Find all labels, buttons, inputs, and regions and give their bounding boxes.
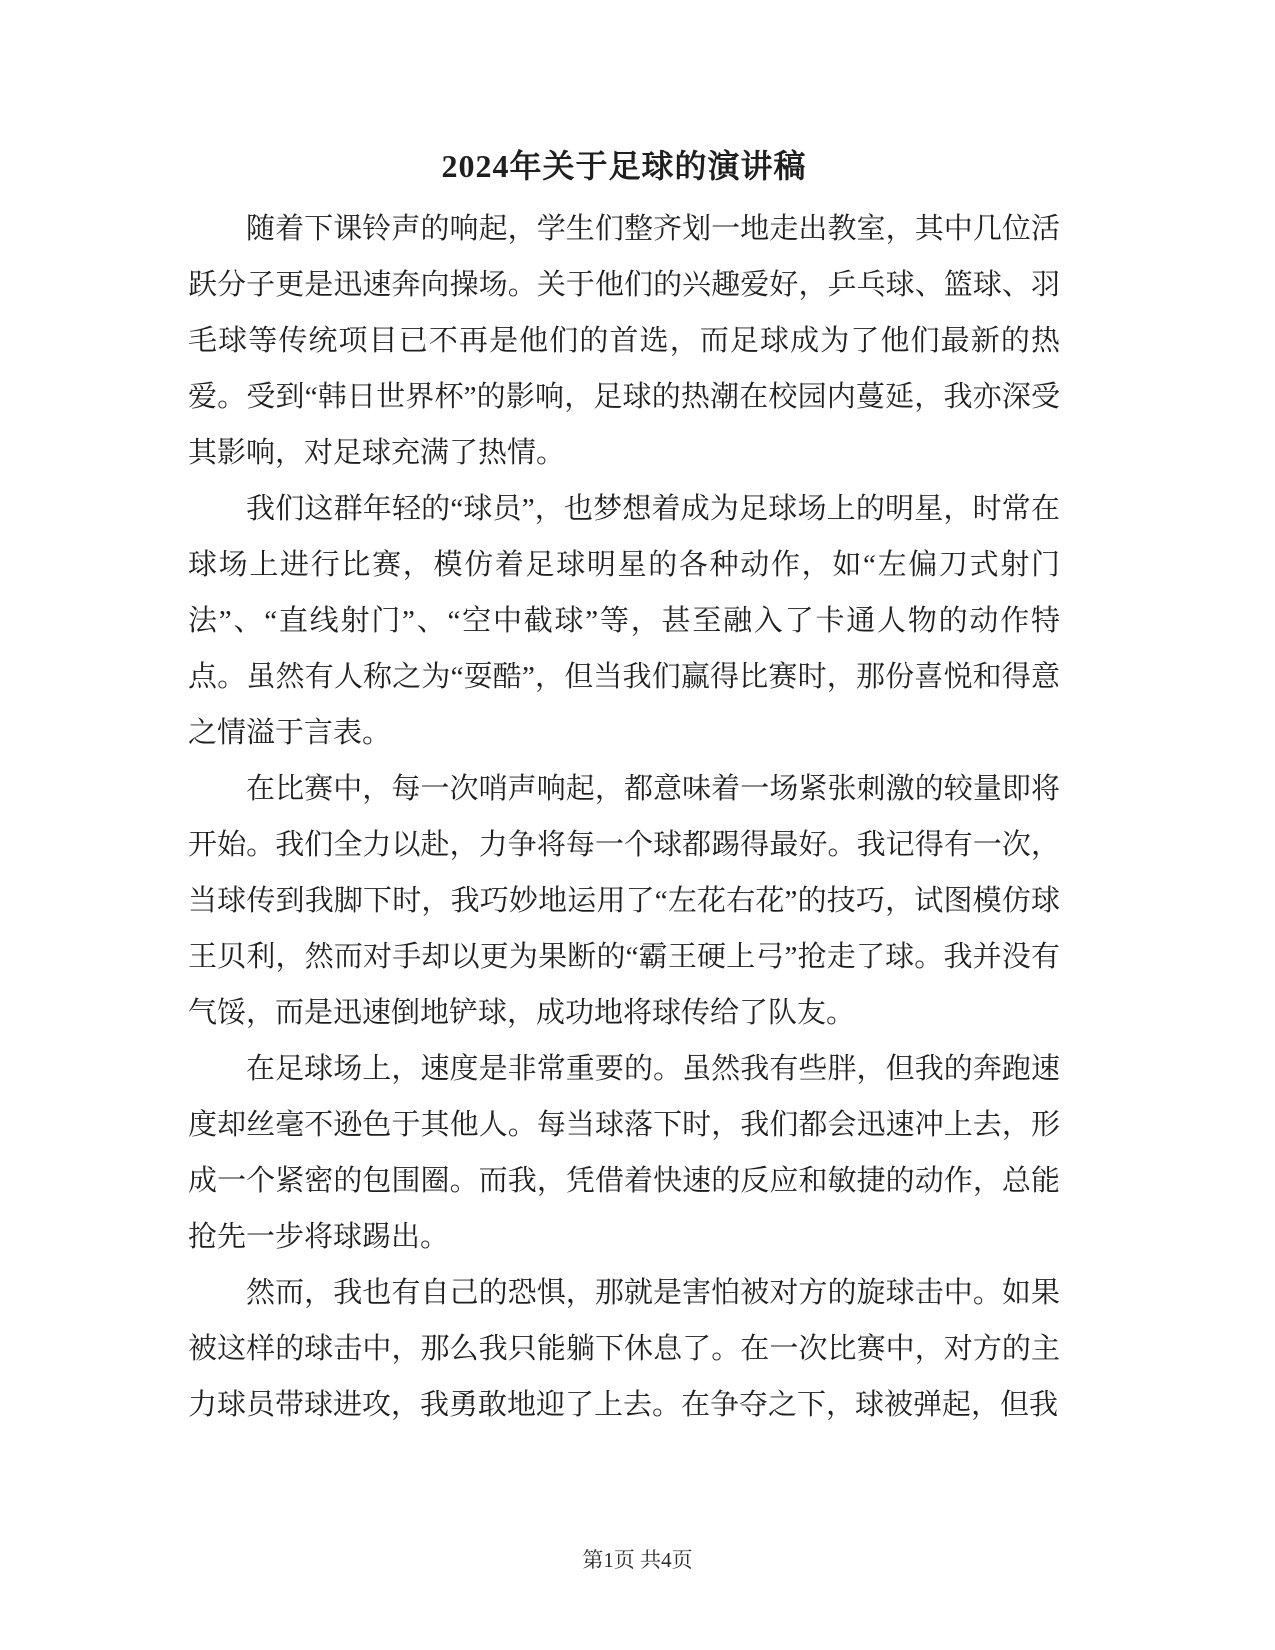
page-number-label: 第1页 共4页: [582, 1548, 693, 1572]
document-title: 2024年关于足球的演讲稿: [441, 148, 807, 184]
page-footer: [0, 1546, 1275, 1574]
paragraph-3: 在比赛中，每一次哨声响起，都意味着一场紧张刺激的较量即将开始。我们全力以赴，力争将每一个球都踢得最好。我记得有一次，当球传到我脚下时，我巧妙地运用了“左花右花”的技巧，试图模仿球王贝利，然而对手却以更为果断的“霸王硬上弓”抢走了球。我并没有气馁，而是迅速倒地铲球，成功地将球传给了队友。: [188, 773, 1060, 1029]
paragraph-2: 我们这群年轻的“球员”，也梦想着成为足球场上的明星，时常在球场上进行比赛，模仿着足球明星的各种动作，如“左偏刀式射门法”、“直线射门”、“空中截球”等，甚至融入了卡通人物的动作特点。虽然有人称之为“耍酷”，但当我们赢得比赛时，那份喜悦和得意之情溢于言表。: [188, 493, 1060, 749]
paragraph-5: 然而，我也有自己的恐惧，那就是害怕被对方的旋球击中。如果被这样的球击中，那么我只能躺下休息了。在一次比赛中，对方的主力球员带球进攻，我勇敢地迎了上去。在争夺之下，球被弹起，但我: [188, 1277, 1060, 1421]
document-body: [188, 201, 1060, 1433]
paragraph-1: 随着下课铃声的响起，学生们整齐划一地走出教室，其中几位活跃分子更是迅速奔向操场。关于他们的兴趣爱好，乒乓球、篮球、羽毛球等传统项目已不再是他们的首选，而足球成为了他们最新的热爱。受到“韩日世界杯”的影响，足球的热潮在校园内蔓延，我亦深受其影响，对足球充满了热情。: [188, 213, 1060, 469]
paragraph-4: 在足球场上，速度是非常重要的。虽然我有些胖，但我的奔跑速度却丝毫不逊色于其他人。每当球落下时，我们都会迅速冲上去，形成一个紧密的包围圈。而我，凭借着快速的反应和敏捷的动作，总能抢先一步将球踢出。: [188, 1053, 1060, 1253]
